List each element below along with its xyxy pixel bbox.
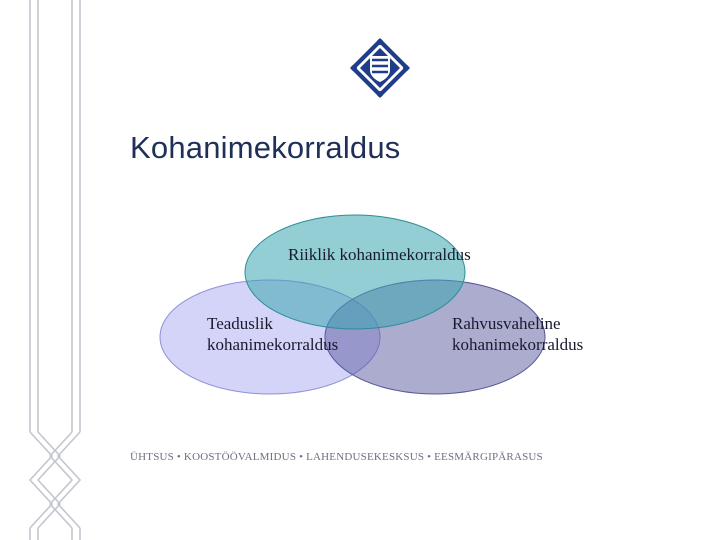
venn-circle-top	[245, 215, 465, 329]
venn-label-rahvusvaheline: Rahvusvaheline kohanimekorraldus	[452, 314, 584, 354]
venn-diagram	[155, 212, 615, 402]
values-tagline: ÜHTSUS • KOOSTÖÖVALMIDUS • LAHENDUSEKESKSUS • EESMÄRGIPÄRASUS	[130, 451, 543, 463]
left-border-ornament	[0, 0, 110, 540]
slide-title: Kohanimekorraldus	[130, 130, 401, 165]
venn-label-riiklik: Riiklik kohanimekorraldus	[288, 245, 471, 264]
venn-label-teaduslik: Teaduslik kohanimekorraldus	[207, 314, 339, 354]
coat-of-arms-icon	[348, 36, 412, 100]
